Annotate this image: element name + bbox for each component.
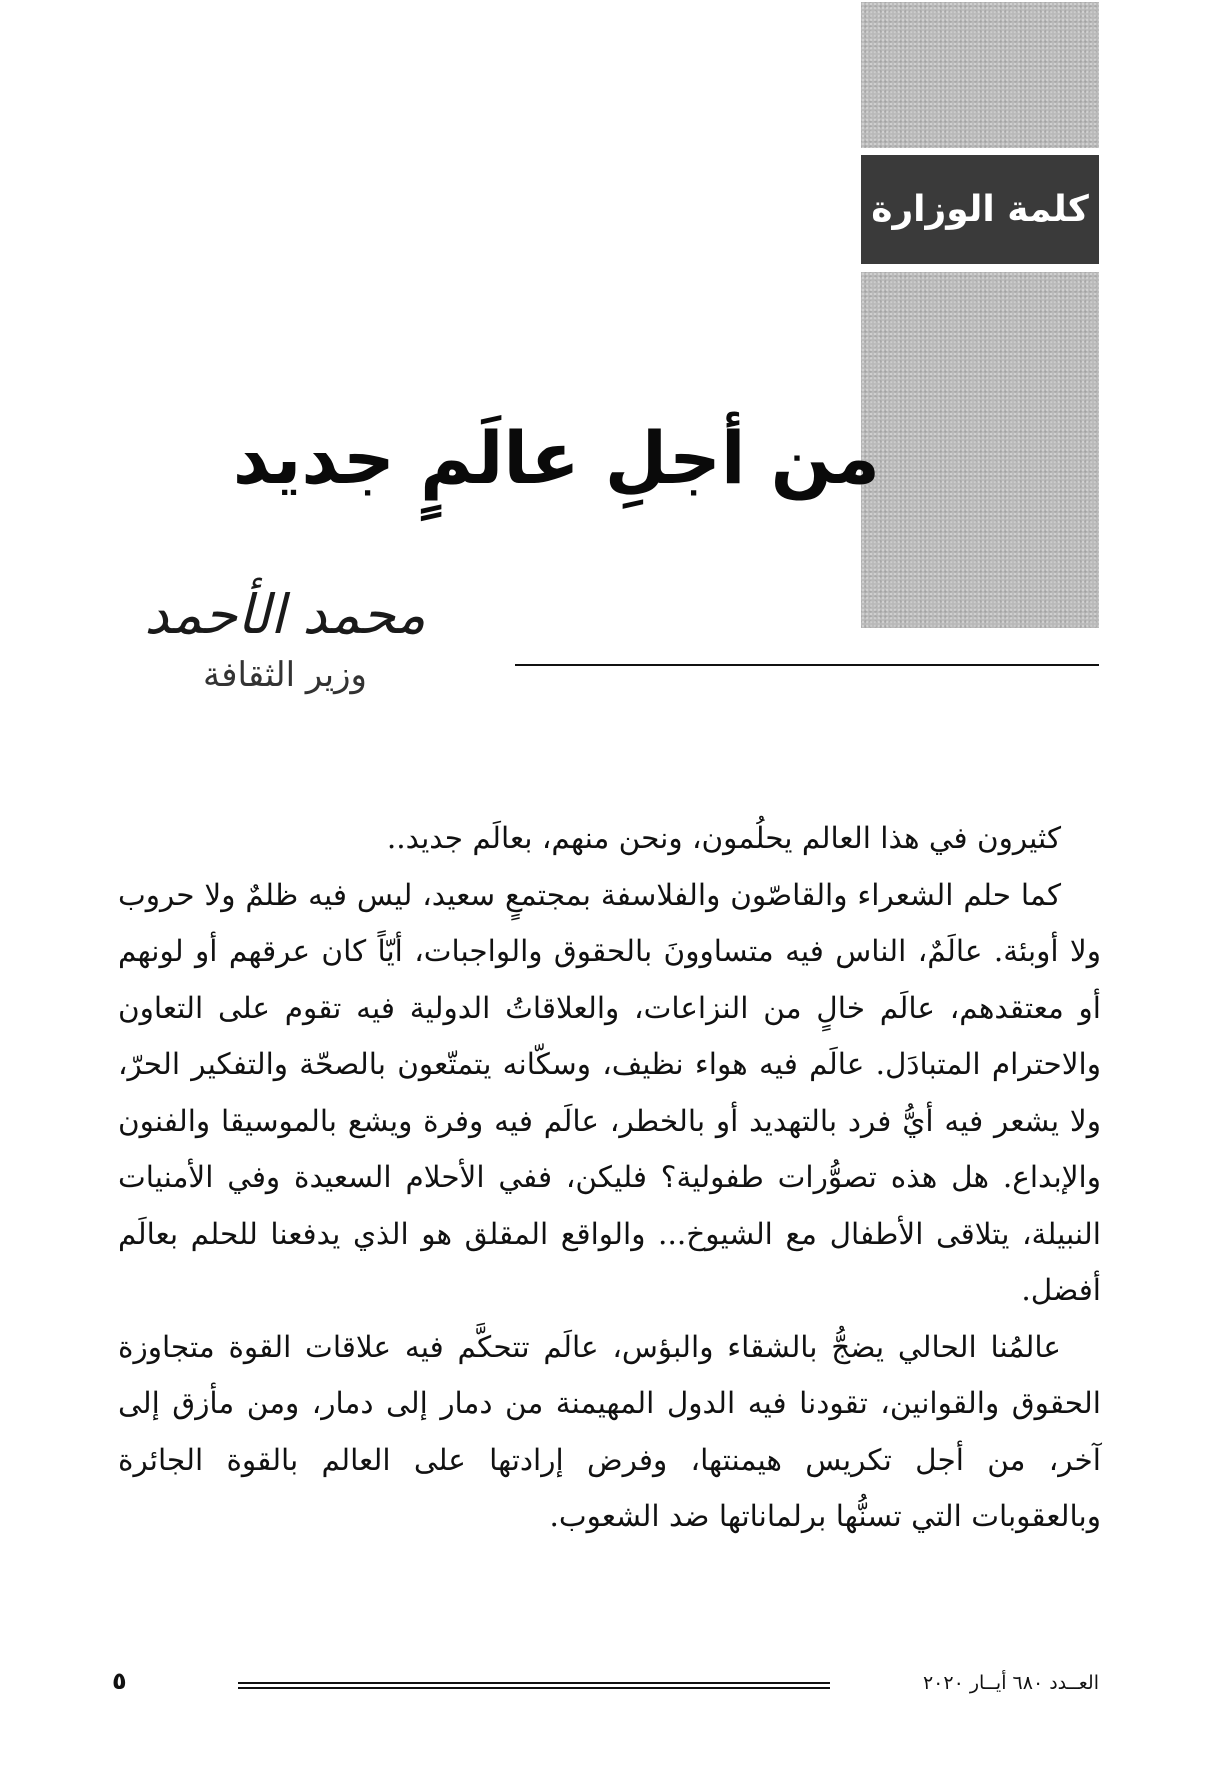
body-paragraph: كما حلم الشعراء والقاصّون والفلاسفة بمجتمعٍ سعيد، ليس فيه ظلمٌ ولا حروب ولا أوبئة. عالَمٌ، الناس فيه متساوونَ بالحقوق والواجبات، أيّاً كان عرقهم أو لونهم أو معتقدهم، عالَم خالٍ من النزاعات، والعلاقاتُ الدولية فيه تقوم على التعاون والاحترام المتبادَل. عالَم فيه هواء نظيف، وسكّانه يتمتّعون بالصحّة والتفكير الحرّ، ولا يشعر فيه أيُّ فرد بالتهديد أو بالخطر، عالَم فيه وفرة ويشع بالموسيقا والفنون والإبداع. هل هذه تصوُّرات طفولية؟ فليكن، ففي الأحلام السعيدة وفي الأمنيات النبيلة، يتلاقى الأطفال مع الشيوخ... والواقع المقلق هو الذي يدفعنا للحلم بعالَم أفضل. — [118, 877, 1101, 1307]
body-paragraph: كثيرون في هذا العالم يحلُمون، ونحن منهم، بعالَم جديد.. — [386, 821, 1061, 855]
footer-divider — [238, 1682, 830, 1689]
body-paragraph: عالمُنا الحالي يضجُّ بالشقاء والبؤس، عالَم تتحكَّم فيه علاقات القوة متجاوزة الحقوق والقوانين، تقودنا فيه الدول المهيمنة من دمار إلى دمار، ومن مأزق إلى آخر، من أجل تكريس هيمنتها، وفرض إرادتها على العالم بالقوة الجائرة وبالعقوبات التي تسنُّها برلماناتها ضد الشعوب. — [118, 1329, 1101, 1533]
author-name: محمد الأحمد — [144, 583, 426, 646]
footer-issue-info: العــدد ٦٨٠ أيــار ٢٠٢٠ — [922, 1672, 1099, 1694]
author-signature — [120, 580, 450, 720]
article-body — [118, 810, 1101, 1545]
decorative-gray-block-top — [861, 2, 1099, 148]
author-role: وزير الثقافة — [203, 655, 367, 695]
title-divider — [515, 664, 1099, 666]
section-label: كلمة الوزارة — [861, 155, 1099, 264]
decorative-gray-block-bottom — [861, 272, 1099, 628]
page-number: ٥ — [112, 1667, 127, 1695]
article-title: من أجلِ عالَمٍ جديد — [232, 416, 880, 500]
